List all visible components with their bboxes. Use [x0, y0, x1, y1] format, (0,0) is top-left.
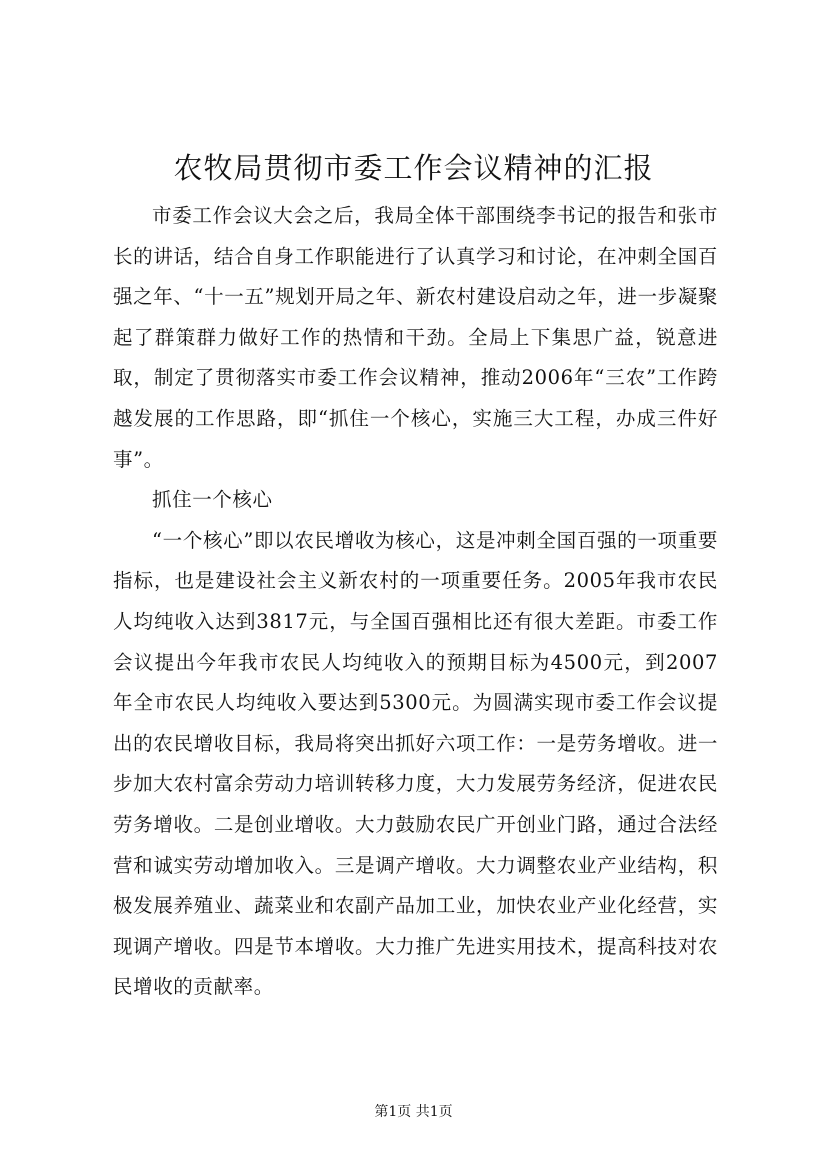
intro-paragraph: 市委工作会议大会之后，我局全体干部围绕李书记的报告和张市长的讲话，结合自身工作职能进行了认真学习和讨论，在冲刺全国百强之年、“十一五”规划开局之年、新农村建设启动之年，进一步凝聚起了群策群力做好工作的热情和干劲。全局上下集思广益，锐意进取，制定了贯彻落实市委工作会议精神，推动2006年“三农”工作跨越发展的工作思路，即“抓住一个核心，实施三大工程，办成三件好事”。	[113, 204, 718, 471]
page-footer: 第1页 共1页	[374, 1104, 453, 1120]
section-heading: 抓住一个核心	[152, 488, 273, 512]
document-title: 农牧局贯彻市委工作会议精神的汇报	[173, 151, 654, 185]
section-paragraph: “一个核心”即以农民增收为核心，这是冲刺全国百强的一项重要指标，也是建设社会主义新农村的一项重要任务。2005年我市农民人均纯收入达到3817元，与全国百强相比还有很大差距。市委工作会议提出今年我市农民人均纯收入的预期目标为4500元，到2007年全市农民人均纯收入要达到5300元。为圆满实现市委工作会议提出的农民增收目标，我局将突出抓好六项工作：一是劳务增收。进一步加大农村富余劳动力培训转移力度，大力发展劳务经济，促进农民劳务增收。二是创业增收。大力鼓励农民广开创业门路，通过合法经营和诚实劳动增加收入。三是调产增收。大力调整农业产业结构，积极发展养殖业、蔬菜业和农副产品加工业，加快农业产业化经营，实现调产增收。四是节本增收。大力推广先进实用技术，提高科技对农民增收的贡献率。	[113, 528, 718, 999]
document-body	[113, 196, 718, 1008]
